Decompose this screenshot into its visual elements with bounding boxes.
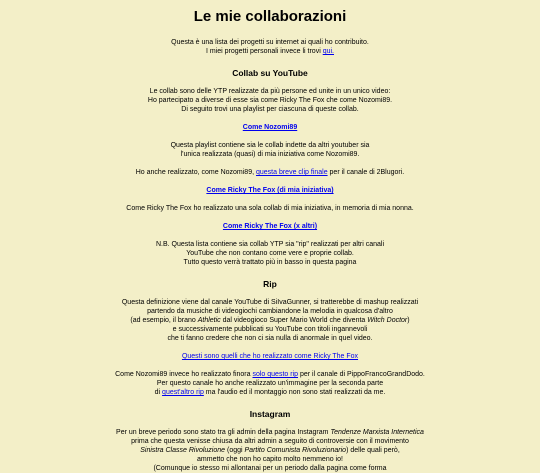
ricky-mine-description: Come Ricky The Fox ho realizzato una sola collab di mia iniziativa, in memoria di mia nonna.: [126, 205, 414, 212]
rip-heading: Rip: [263, 279, 277, 289]
solo-questo-rip-link[interactable]: solo questo rip: [252, 371, 299, 378]
collab-heading: Collab su YouTube: [232, 68, 308, 78]
rip-description: Questa definizione viene dal canale YouTube di SiIvaGunner, si tratterebbe di mashup realizzati partendo da musiche di videogiochi cambiandone la melodia in qualcosa d'altro (ad esempio, il brano Athletic dal videogioco Super Mario World che diventa Witch Doctor) e successivamente pubblicati su YouTube con titoli ingannevoli che ti fanno credere che non ci sia nulla di anormale in quel video.: [121, 299, 419, 342]
collab-note: N.B. Questa lista contiene sia collab YTP sia "rip" realizzati per altri canali YouTube che non contano come vere e proprie collab. Tutto questo verrà trattato più in basso in questa pagina: [155, 241, 385, 266]
clip-finale-link[interactable]: questa breve clip finale: [255, 169, 328, 176]
rip-nozomi-paragraph: Come Nozomi89 invece ho realizzato finora solo questo rip per il canale di PippoFrancoGrandDodo. Per questo canale ho anche realizzato un'immagine per la seconda parte di quest'altro rip ma l'audio ed il montaggio non sono stati realizzati da me.: [115, 371, 425, 396]
page-title: Le mie collaborazioni: [193, 8, 347, 25]
playlist-ricky-mine-link[interactable]: Come Ricky The Fox (di mia iniziativa): [206, 187, 334, 194]
intro-paragraph: [0, 38, 540, 56]
collab-description: Le collab sono delle YTP realizzate da più persone ed unite in un unico video: Ho partecipato a diverse di esse sia come Ricky The Fox che come Nozomi89. Di seguito trovi una playlist per ciascuna di queste collab.: [147, 88, 393, 113]
clip-paragraph: Ho anche realizzato, come Nozomi89, questa breve clip finale per il canale di 2Blugori.: [135, 169, 405, 176]
rip-ricky-link[interactable]: Questi sono quelli che ho realizzato come Ricky The Fox: [181, 353, 359, 360]
playlist-ricky-others-link[interactable]: Come Ricky The Fox (x altri): [222, 223, 318, 230]
playlist-nozomi-link[interactable]: Come Nozomi89: [242, 124, 298, 131]
instagram-heading: Instagram: [249, 409, 291, 419]
intro-line-2: I miei progetti personali invece li trovi qui.: [205, 48, 334, 55]
personal-projects-link[interactable]: qui.: [322, 48, 334, 55]
intro-line-1: Questa è una lista dei progetti su internet ai quali ho contribuito.: [171, 39, 369, 46]
instagram-description: Per un breve periodo sono stato tra gli admin della pagina Instagram Tendenze Marxista Internetica prima che questa venisse chiusa da altri admin a seguito di controversie con il movimento Sinistra Classe Rivoluzione (oggi Partito Comunista Rivoluzionario) delle quali però, ammetto che non ho capito molto nemmeno io! (Comunque io stesso mi allontanai per un periodo dalla pagina come forma: [116, 429, 424, 472]
altro-rip-link[interactable]: quest'altro rip: [162, 389, 204, 396]
nozomi-playlist-description: Questa playlist contiene sia le collab indette da altri youtuber sia l'unica realizzata (quasi) di mia iniziativa come Nozomi89.: [170, 142, 370, 158]
